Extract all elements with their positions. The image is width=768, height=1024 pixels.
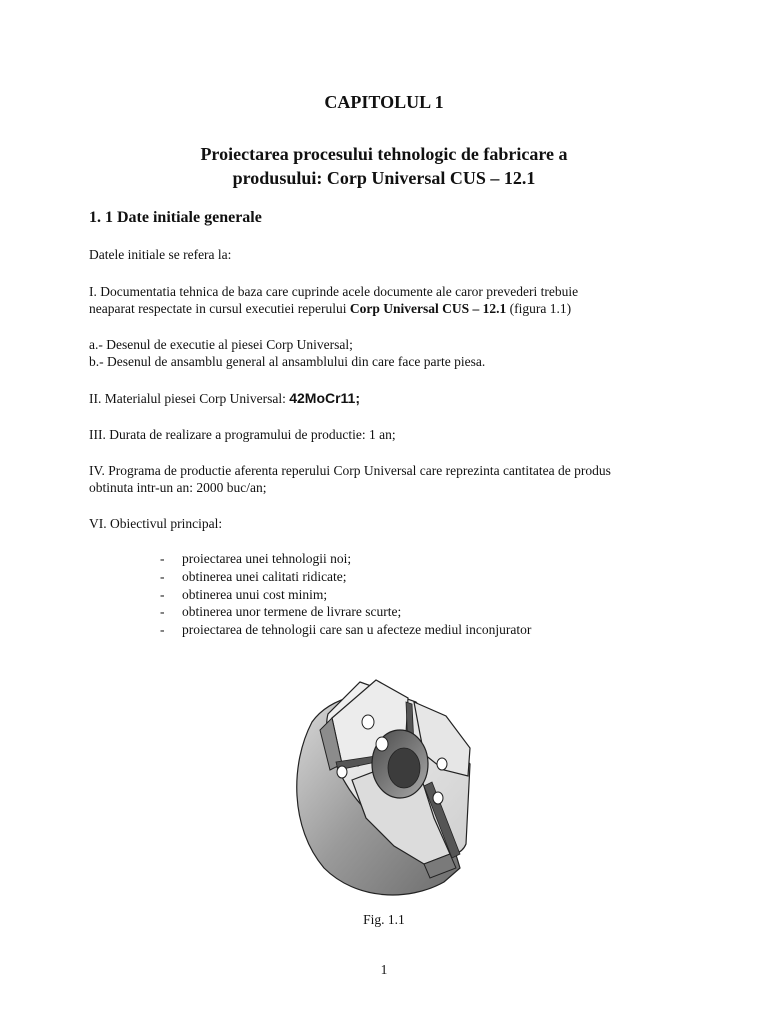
intro-paragraph: Datele initiale se refera la: [89,247,232,262]
page-number: 1 [380,962,388,977]
document-title [0,142,768,190]
item-1-paragraph [89,283,689,317]
material-name: 42MoCr11; [289,390,361,406]
item-1-figure-ref: (figura 1.1) [506,301,572,316]
item-1-part-name: Corp Universal CUS – 12.1 [349,301,507,316]
mounting-hole [362,715,374,729]
list-item [160,550,531,568]
item-1-text: neaparat respectate in cursul executiei reperului [89,301,350,316]
list-item [160,621,531,639]
item-4-line-2: obtinuta intr-un an: 2000 buc/an; [89,480,267,495]
list-item-text: obtinerea unui cost minim; [182,586,328,602]
list-dash: - [160,586,165,602]
list-dash: - [160,622,165,638]
item-1-line-1: I. Documentatia tehnica de baza care cuprinde acele documente ale caror prevederi trebuie [89,284,579,299]
mounting-hole [376,737,388,751]
list-dash: - [160,551,165,566]
part-figure [284,668,484,898]
section-heading: 1. 1 Date initiale generale [89,209,262,226]
list-item [160,568,531,586]
item-6-paragraph: VI. Obiectivul principal: [89,516,223,531]
sub-items [89,336,689,370]
title-line-2: produsului: Corp Universal CUS – 12.1 [232,168,536,188]
item-2-text: II. Materialul piesei Corp Universal: [89,391,290,406]
mounting-hole [433,792,443,804]
mounting-hole [337,766,347,778]
list-item-text: obtinerea unei calitati ridicate; [182,568,347,584]
item-1-line-2 [89,300,689,317]
title-line-1: Proiectarea procesului tehnologic de fabricare a [200,144,568,164]
bore-inner [388,748,420,788]
item-4-paragraph [89,462,689,496]
list-item-text: obtinerea unor termene de livrare scurte; [182,604,402,620]
mounting-hole [437,758,447,770]
sub-item-b: b.- Desenul de ansamblu general al ansamblului din care face parte piesa. [89,354,486,369]
list-item-text: proiectarea unei tehnologii noi; [182,551,352,566]
figure-caption: Fig. 1.1 [363,912,405,927]
chapter-heading: CAPITOLUL 1 [324,92,444,112]
list-dash: - [160,568,165,584]
list-dash: - [160,604,165,620]
item-4-line-1: IV. Programa de productie aferenta reperului Corp Universal care reprezinta cantitatea de produs [89,463,611,478]
objectives-list [160,550,531,639]
item-2-paragraph [89,390,689,407]
list-item-text: proiectarea de tehnologii care san u afecteze mediul inconjurator [182,622,532,638]
list-item [160,603,531,621]
item-3-paragraph: III. Durata de realizare a programului de productie: 1 an; [89,427,396,442]
list-item [160,586,531,604]
sub-item-a: a.- Desenul de executie al piesei Corp Universal; [89,337,353,352]
